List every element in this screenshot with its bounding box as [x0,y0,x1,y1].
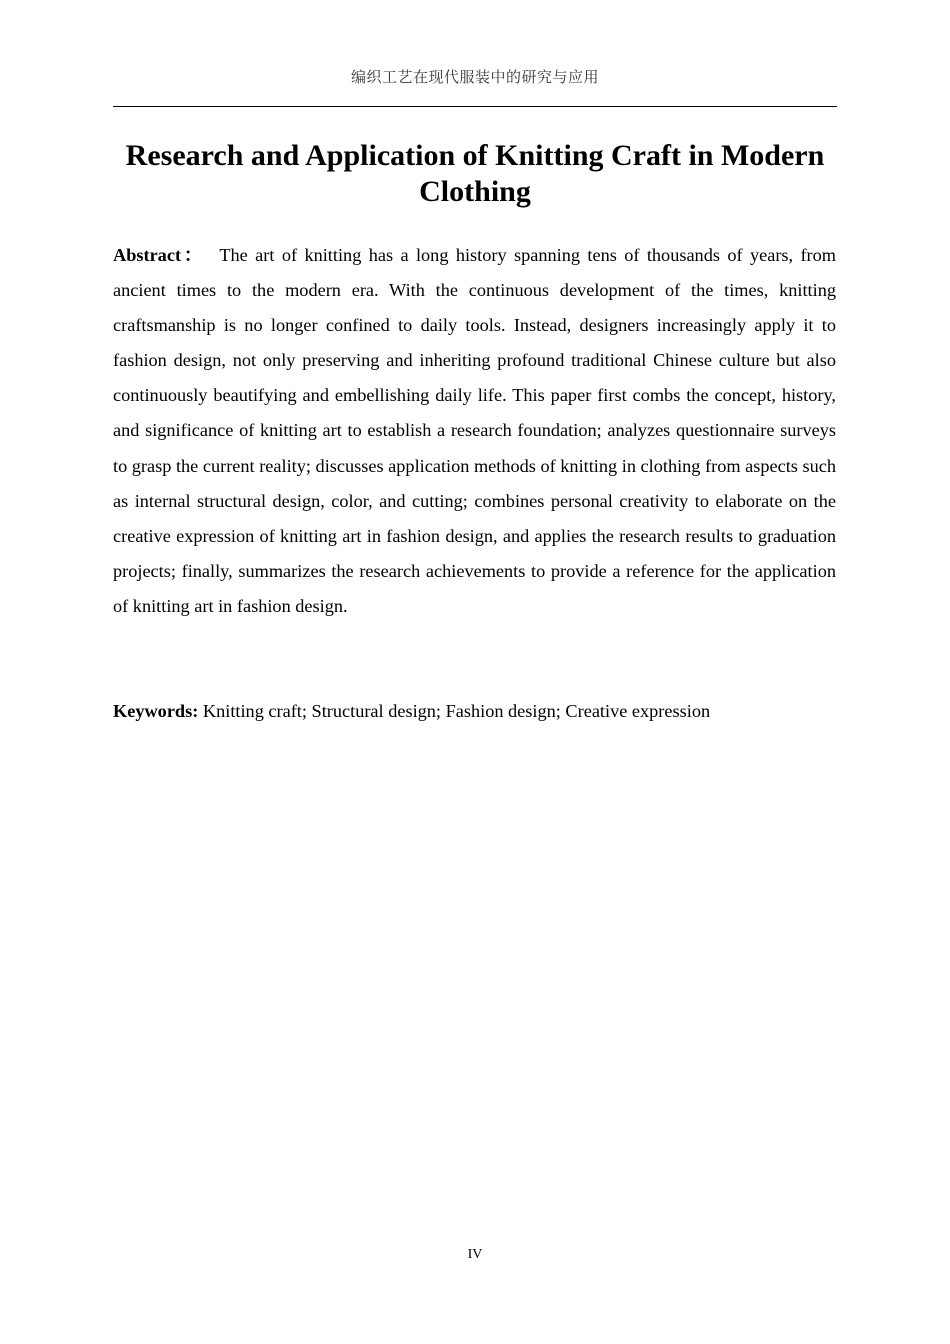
page-number: IV [467,1247,483,1262]
abstract-text: The art of knitting has a long history spanning tens of thousands of years, from ancient times to the modern era. With the continuous development of the times, knitting craftsmanship is no longer confined to daily tools. Instead, designers increasingly apply it to fashion design, not only preserving and inheriting profound traditional Chinese culture but also continuously beautifying and embellishing daily life. This paper first combs the concept, history, and significance of knitting art to establish a research foundation; analyzes questionnaire surveys to grasp the current reality; discusses application methods of knitting in clothing from aspects such as internal structural design, color, and cutting; combines personal creativity to elaborate on the creative expression of knitting art in fashion design, and applies the research results to graduation projects; finally, summarizes the research achievements to provide a reference for the application of knitting art in fashion design. [113,245,837,616]
keywords-label: Keywords: [113,701,199,721]
abstract-paragraph [113,238,836,624]
abstract-label: Abstract： [113,245,205,265]
keywords-text: Knitting craft; Structural design; Fashion design; Creative expression [202,701,711,721]
header-divider [113,106,837,107]
paper-title: Research and Application of Knitting Craft in Modern Clothing [125,139,825,208]
running-header: 编织工艺在现代服装中的研究与应用 [350,68,599,86]
keywords-paragraph [113,694,836,729]
